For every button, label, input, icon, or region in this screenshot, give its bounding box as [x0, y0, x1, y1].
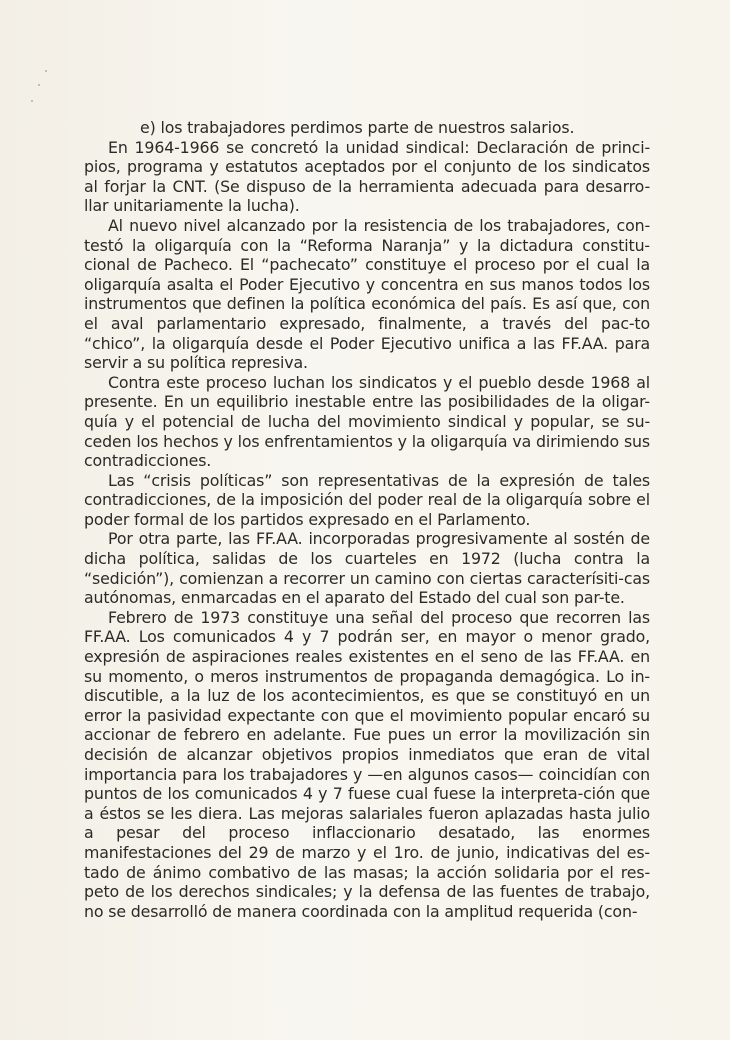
paper-speck — [31, 100, 33, 102]
paper-speck — [45, 70, 47, 72]
paragraph-armed-forces: Por otra parte, las FF.AA. incorporadas progresivamente al sostén de dicha política, salidas de los cuarteles en 1972 (lucha contra la “sedición”), comienzan a recorrer un camino con ciertas caracterísiti-cas autónomas, enmarcadas en el aparato del Estado del cual son par-te. — [84, 529, 650, 608]
paragraph-struggle-since-1968: Contra este proceso luchan los sindicatos y el pueblo desde 1968 al presente. En un equilibrio inestable entre las posibilidades de la oligar-quía y el potencial de lucha del movimiento sindical y popular, se su-ceden los hechos y los enfrentamientos y la oligarquía va dirimiendo sus contradicciones. — [84, 372, 650, 471]
paragraph-pachecato: Al nuevo nivel alcanzado por la resistencia de los trabajadores, con-testó la oligarquía con la “Reforma Naranja” y la dictadura constitu-cional de Pacheco. El “pachecato” constituye el proceso por el cual la oligarquía asalta el Poder Ejecutivo y concentra en sus manos todos los instrumentos que definen la política económica del país. Es así que, con el aval parlamentario expresado, finalmente, a través del pac-to “chico”, la oligarquía desde el Poder Ejecutivo unifica a las FF.AA. para servir a su política represiva. — [84, 215, 650, 373]
paragraph-february-1973: Febrero de 1973 constituye una señal del proceso que recorren las FF.AA. Los comunicados 4 y 7 podrán ser, en mayor o menor grado, expresión de aspiraciones reales existentes en el seno de las FF.AA. en su momento, o meros instrumentos de propaganda demagógica. Lo in-discutible, a la luz de los acontecimientos, es que se constituyó en un error la pasividad expectante con que el movimiento popular encaró su accionar de febrero en adelante. Fue pues un error la movilización sin decisión de alcanzar objetivos propios inmediatos que eran de vital importancia para los trabajadores y —en algunos casos— coincidían con puntos de los comunicados 4 y 7 fuese cual fuese la interpreta-ción que a éstos se les diera. Las mejoras salariales fueron aplazadas hasta julio a pesar del proceso inflaccionario desatado, las enormes manifestaciones del 29 de marzo y el 1ro. de junio, indicativas del es-tado de ánimo combativo de las masas; la acción solidaria por el res-peto de los derechos sindicales; y la defensa de las fuentes de trabajo, no se desarrolló de manera coordinada con la amplitud requerida (con- — [84, 607, 650, 921]
body-text — [84, 118, 650, 921]
paper-speck — [38, 84, 40, 86]
paragraph-cnt-unity: En 1964-1966 se concretó la unidad sindical: Declaración de princi-pios, programa y estatutos aceptados por el conjunto de los sindicatos al forjar la CNT. (Se dispuso de la herramienta adecuada para desarro-llar unitariamente la lucha). — [84, 137, 650, 216]
paragraph-political-crises: Las “crisis políticas” son representativas de la expresión de tales contradicciones, de la imposición del poder real de la oligarquía sobre el poder formal de los partidos expresado en el Parlamento. — [84, 470, 650, 529]
paragraph-salaries: e) los trabajadores perdimos parte de nuestros salarios. — [140, 118, 575, 137]
